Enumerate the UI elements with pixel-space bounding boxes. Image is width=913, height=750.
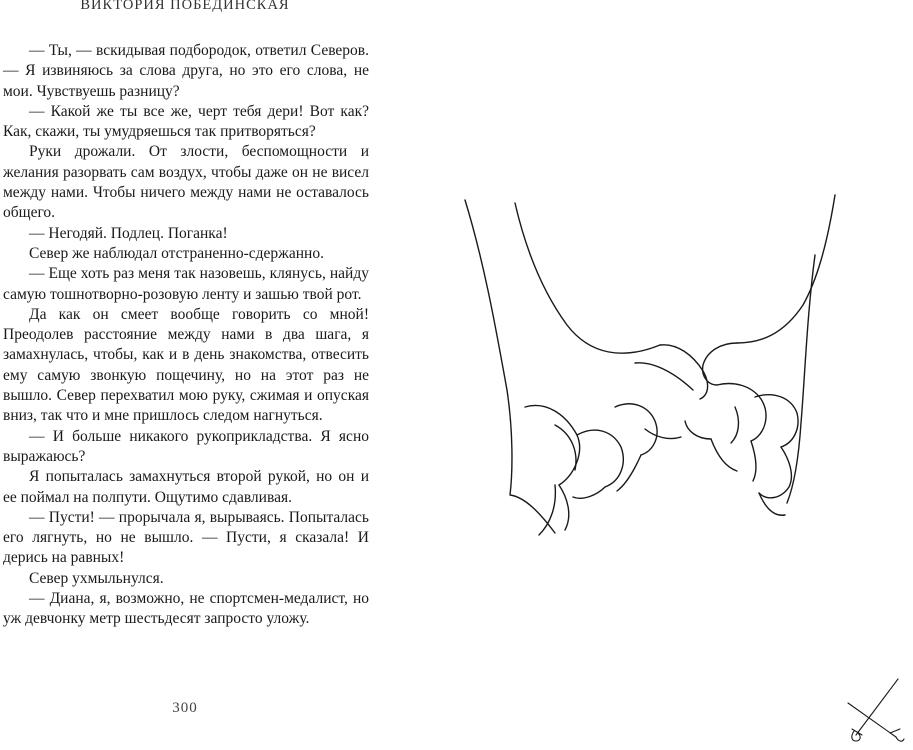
paragraph: — Пусти! — прорычала я, вырываясь. Попыталась его лягнуть, но не вышло. — Пусти, я сказала! И дерись на равных! (3, 508, 369, 567)
paragraph: Север же наблюдал отстраненно-сдержанно. (29, 244, 324, 262)
paragraph: — Еще хоть раз меня так назовешь, клянусь, найду самую тошнотворно-розовую ленту и зашью твой рот. (3, 265, 369, 303)
paragraph: — Какой же ты все же, черт тебя дери! Вот как? Как, скажи, ты умудряешься так притворяться? (3, 102, 369, 141)
paragraph: — И больше никакого рукоприкладства. Я ясно выражаюсь? (3, 427, 369, 465)
page-number: 300 (172, 700, 198, 716)
paragraph: Север ухмыльнулся. (29, 569, 164, 587)
paragraph: — Негодяй. Подлец. Поганка! (29, 224, 228, 242)
crossed-swords-icon (840, 675, 912, 747)
pinky-promise-hands-illustration (455, 185, 845, 545)
paragraph: — Ты, — вскидывая подбородок, ответил Северов. — Я извиняюсь за слова друга, но это его слова, не мои. Чувствуешь разницу? (3, 42, 369, 100)
paragraph: — Диана, я, возможно, не спортсмен-медалист, но уж девчонку метр шестьдесят запросто уложу. (3, 590, 369, 628)
paragraph: Руки дрожали. От злости, беспомощности и желания разорвать сам воздух, чтобы даже он не висел между нами. Чтобы ничего между нами не оставалось общего. (3, 143, 369, 222)
paragraph: Да как он смеет вообще говорить со мной! Преодолев расстояние между нами в два шага, я замахнулась, чтобы, как и в день знакомства, отвесить ему самую звонкую пощечину, но на этот раз не вышло. Север перехватил мою руку, сжимая и опуская вниз, так что и мне пришлось следом нагнуться. (3, 305, 369, 425)
running-head: ВИКТОРИЯ ПОБЕДИНСКАЯ (80, 0, 290, 13)
paragraph: Я попыталась замахнуться второй рукой, но он и ее поймал на полпути. Ощутимо сдавливая. (3, 468, 369, 506)
text-column (3, 41, 369, 630)
